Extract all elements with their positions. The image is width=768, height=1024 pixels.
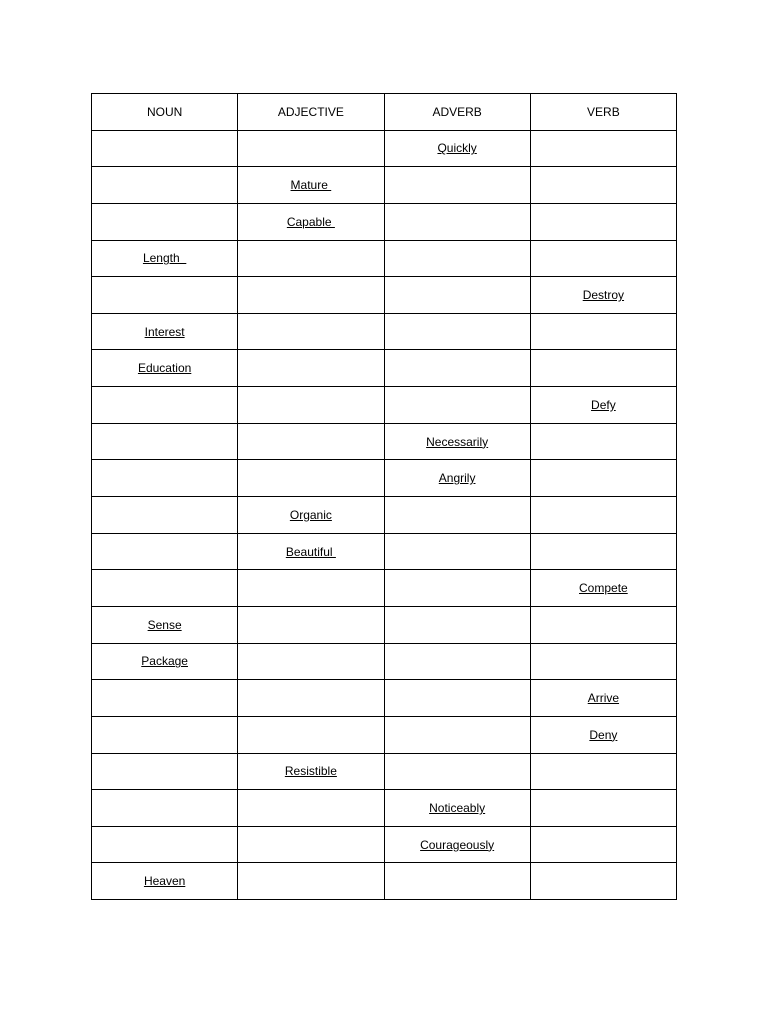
table-cell-verb	[530, 643, 676, 680]
table-row	[92, 460, 677, 497]
table-cell-verb	[530, 423, 676, 460]
cell-word: Quickly	[437, 141, 477, 156]
table-cell-adverb	[384, 753, 530, 790]
table-row	[92, 716, 677, 753]
table-cell-adverb	[384, 460, 530, 497]
table-cell-verb	[530, 790, 676, 827]
table-cell-adjective	[238, 790, 384, 827]
table-header	[92, 94, 677, 131]
table-row	[92, 863, 677, 900]
table-row	[92, 570, 677, 607]
table-cell-adverb	[384, 570, 530, 607]
table-cell-adverb	[384, 863, 530, 900]
cell-word: Mature	[290, 178, 332, 193]
table-cell-verb	[530, 826, 676, 863]
table-cell-adverb	[384, 167, 530, 204]
table-cell-noun	[92, 826, 238, 863]
table-row	[92, 826, 677, 863]
table-cell-adjective	[238, 240, 384, 277]
table-cell-verb	[530, 240, 676, 277]
table-cell-adverb	[384, 533, 530, 570]
table-cell-noun	[92, 240, 238, 277]
table-cell-adjective	[238, 277, 384, 314]
table-cell-adjective	[238, 460, 384, 497]
table-cell-verb	[530, 350, 676, 387]
table-cell-noun	[92, 130, 238, 167]
table-cell-adjective	[238, 203, 384, 240]
table-cell-verb	[530, 753, 676, 790]
table-cell-adverb	[384, 606, 530, 643]
cell-word: Noticeably	[429, 800, 486, 815]
table-cell-adverb	[384, 203, 530, 240]
table-cell-verb	[530, 716, 676, 753]
table-cell-noun	[92, 753, 238, 790]
table-row	[92, 533, 677, 570]
table-cell-verb	[530, 863, 676, 900]
column-header-adverb: ADVERB	[384, 94, 530, 131]
table-cell-noun	[92, 387, 238, 424]
table-cell-adverb	[384, 130, 530, 167]
table-cell-noun	[92, 313, 238, 350]
table-cell-verb	[530, 680, 676, 717]
table-cell-adverb	[384, 790, 530, 827]
table-cell-adjective	[238, 753, 384, 790]
table-row	[92, 643, 677, 680]
table-row	[92, 203, 677, 240]
table-row	[92, 497, 677, 534]
table-cell-adverb	[384, 350, 530, 387]
word-forms-table	[91, 93, 677, 900]
table-cell-verb	[530, 277, 676, 314]
table-cell-noun	[92, 350, 238, 387]
cell-word: Education	[137, 361, 192, 376]
table-cell-adverb	[384, 643, 530, 680]
table-cell-adverb	[384, 680, 530, 717]
table-cell-verb	[530, 387, 676, 424]
table-cell-verb	[530, 130, 676, 167]
table-row	[92, 240, 677, 277]
table-cell-adjective	[238, 497, 384, 534]
cell-word: Interest	[144, 324, 185, 339]
cell-word: Defy	[591, 397, 616, 412]
cell-word: Package	[141, 654, 188, 669]
table-cell-adjective	[238, 387, 384, 424]
table-cell-noun	[92, 203, 238, 240]
cell-word: Organic	[289, 507, 332, 522]
table-row	[92, 790, 677, 827]
table-row	[92, 350, 677, 387]
table-cell-noun	[92, 643, 238, 680]
table-cell-noun	[92, 533, 238, 570]
table-cell-adjective	[238, 570, 384, 607]
table-cell-verb	[530, 570, 676, 607]
table-cell-noun	[92, 460, 238, 497]
table-cell-adjective	[238, 313, 384, 350]
table-cell-adjective	[238, 680, 384, 717]
table-cell-adjective	[238, 863, 384, 900]
table-cell-noun	[92, 680, 238, 717]
table-cell-noun	[92, 863, 238, 900]
table-cell-verb	[530, 606, 676, 643]
cell-word: Beautiful	[285, 544, 336, 559]
column-header-adjective: ADJECTIVE	[238, 94, 384, 131]
cell-word: Length	[142, 251, 187, 266]
table-cell-adjective	[238, 606, 384, 643]
table-cell-adverb	[384, 497, 530, 534]
table-cell-adverb	[384, 313, 530, 350]
table-row	[92, 680, 677, 717]
table-cell-adverb	[384, 423, 530, 460]
table-row	[92, 130, 677, 167]
table-cell-adverb	[384, 716, 530, 753]
table-cell-noun	[92, 277, 238, 314]
table-cell-noun	[92, 497, 238, 534]
cell-word: Destroy	[582, 288, 625, 303]
table-cell-noun	[92, 790, 238, 827]
table-cell-verb	[530, 497, 676, 534]
table-cell-adverb	[384, 240, 530, 277]
cell-word: Compete	[579, 581, 628, 596]
table-row	[92, 277, 677, 314]
cell-word: Courageously	[420, 837, 495, 852]
table-cell-adjective	[238, 826, 384, 863]
table-cell-verb	[530, 460, 676, 497]
table-cell-noun	[92, 606, 238, 643]
table-cell-verb	[530, 533, 676, 570]
cell-word: Sense	[147, 617, 182, 632]
table-row	[92, 423, 677, 460]
column-header-noun: NOUN	[92, 94, 238, 131]
table-cell-verb	[530, 313, 676, 350]
column-header-verb: VERB	[530, 94, 676, 131]
table-cell-adverb	[384, 826, 530, 863]
cell-word: Arrive	[587, 691, 620, 706]
table-body	[92, 130, 677, 899]
table-cell-adjective	[238, 716, 384, 753]
table-row	[92, 313, 677, 350]
table-row	[92, 167, 677, 204]
table-cell-adjective	[238, 350, 384, 387]
table-cell-adjective	[238, 423, 384, 460]
table-cell-adverb	[384, 387, 530, 424]
table-cell-noun	[92, 423, 238, 460]
table-cell-adjective	[238, 167, 384, 204]
cell-word: Angrily	[438, 471, 476, 486]
table-cell-noun	[92, 570, 238, 607]
cell-word: Necessarily	[426, 434, 489, 449]
table-row	[92, 753, 677, 790]
table-cell-adjective	[238, 533, 384, 570]
table-cell-adverb	[384, 277, 530, 314]
table-cell-verb	[530, 167, 676, 204]
cell-word: Resistible	[284, 764, 337, 779]
cell-word: Heaven	[143, 874, 186, 889]
cell-word: Capable	[286, 214, 335, 229]
table-row	[92, 387, 677, 424]
table-cell-adjective	[238, 643, 384, 680]
table-cell-verb	[530, 203, 676, 240]
table-row	[92, 606, 677, 643]
table-cell-noun	[92, 167, 238, 204]
table-cell-adjective	[238, 130, 384, 167]
cell-word: Deny	[589, 727, 618, 742]
header-row	[92, 94, 677, 131]
table-cell-noun	[92, 716, 238, 753]
